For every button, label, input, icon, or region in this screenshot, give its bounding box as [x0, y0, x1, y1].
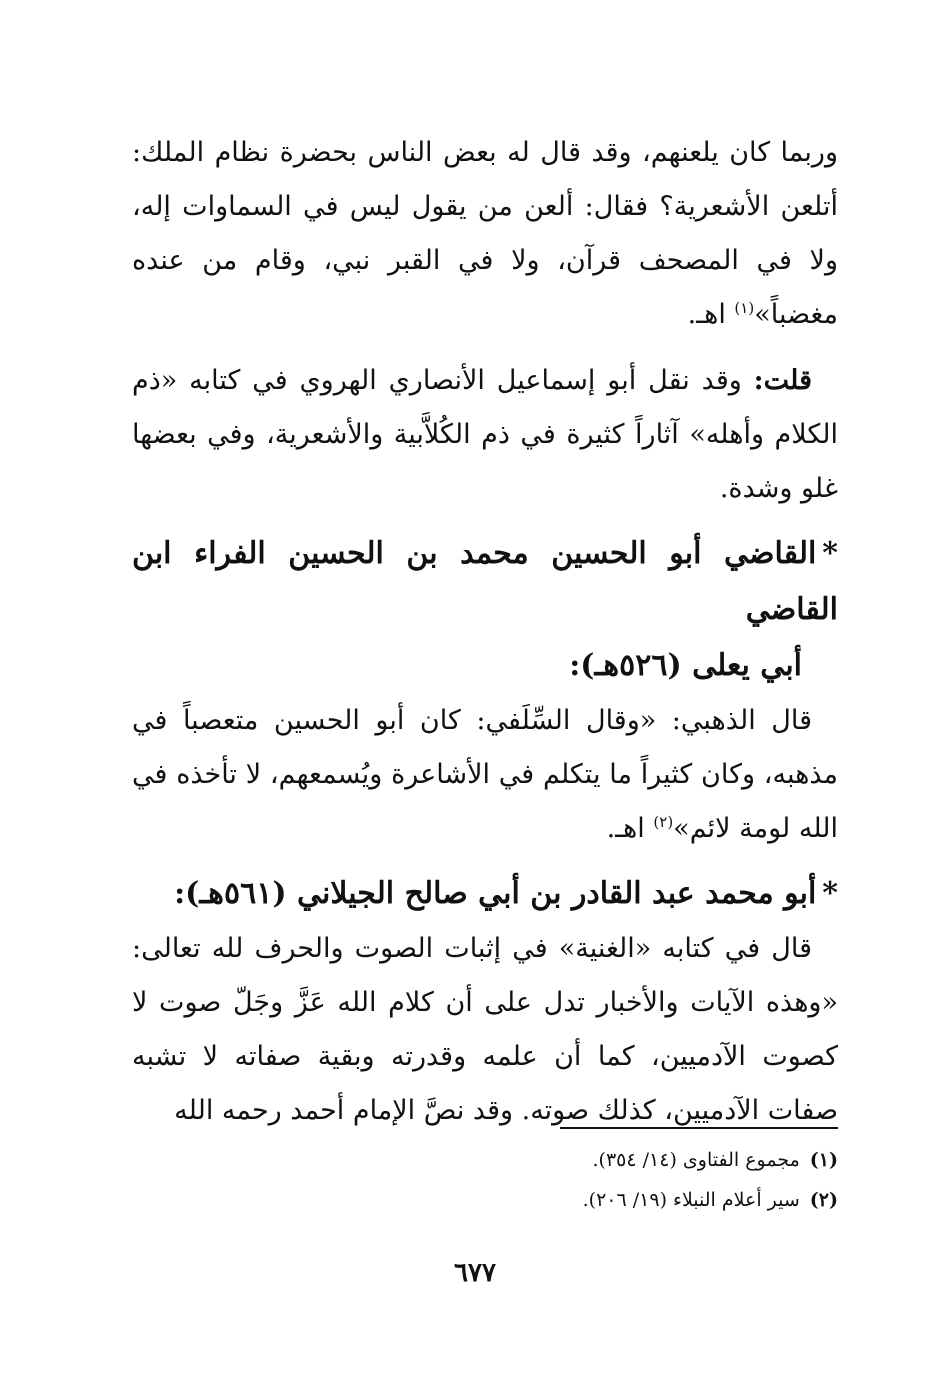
footnote-1-text: مجموع الفتاوى (١٤/ ٣٥٤). [592, 1149, 800, 1171]
paragraph-2-text: وقد نقل أبو إسماعيل الأنصاري الهروي في كتابه «ذم الكلام وأهله» آثاراً كثيرة في ذم الكُلاَّبية والأشعرية، وفي بعضها غلو وشدة. [132, 365, 838, 504]
page-body [132, 126, 838, 1138]
section-heading-1-line2: أبي يعلى (٥٢٦هـ): [569, 648, 802, 683]
paragraph-4-text: قال في كتابه «الغنية» في إثبات الصوت والحرف لله تعالى: «وهذه الآيات والأخبار تدل على أن كلام الله عَزَّ وجَلّ صوت لا كصوت الآدميين، كما أن علمه وقدرته وبقية صفاته لا تشبه صفات الآدميين، كذلك صوته. وقد نصَّ الإمام أحمد رحمه الله [132, 933, 838, 1126]
paragraph-3 [132, 694, 838, 856]
page-number: ٦٧٧ [454, 1258, 496, 1288]
paragraph-2 [132, 354, 838, 516]
paragraph-1-end: اهـ. [687, 299, 735, 330]
section-heading-1-line1: القاضي أبو الحسين محمد بن الحسين الفراء ابن القاضي [132, 536, 838, 627]
paragraph-2-lead: قلت: [753, 365, 812, 396]
footnote-2-text: سير أعلام النبلاء (١٩/ ٢٠٦). [582, 1189, 800, 1211]
asterisk-icon: * [822, 536, 838, 571]
footnote-2-number: (٢) [809, 1189, 838, 1211]
paragraph-1-text: وربما كان يلعنهم، وقد قال له بعض الناس بحضرة نظام الملك: أتلعن الأشعرية؟ فقال: ألعن من يقول ليس في السماوات إله، ولا في المصحف قرآن، ولا في القبر نبي، وقام من عنده مغضباً» [132, 137, 838, 330]
footnote-1 [132, 1140, 838, 1180]
footnote-2 [132, 1180, 838, 1220]
paragraph-3-end: اهـ. [606, 813, 654, 844]
asterisk-icon: * [822, 876, 838, 911]
footnotes [132, 1140, 838, 1220]
section-heading-2 [132, 866, 838, 922]
footnote-ref-2[interactable]: (٢) [653, 813, 674, 831]
paragraph-1 [132, 126, 838, 342]
section-heading-2-text: أبو محمد عبد القادر بن أبي صالح الجيلاني (٥٦١هـ): [174, 876, 817, 911]
paragraph-4 [132, 922, 838, 1138]
paragraph-3-text: قال الذهبي: «وقال السِّلَفي: كان أبو الحسين متعصباً في مذهبه، وكان كثيراً ما يتكلم في الأشاعرة ويُسمعهم، لا تأخذه في الله لومة لائم» [132, 705, 838, 844]
footnote-1-number: (١) [809, 1149, 838, 1171]
footnote-divider [560, 1127, 838, 1129]
footnote-ref-1[interactable]: (١) [734, 299, 755, 317]
section-heading-1 [132, 526, 838, 694]
